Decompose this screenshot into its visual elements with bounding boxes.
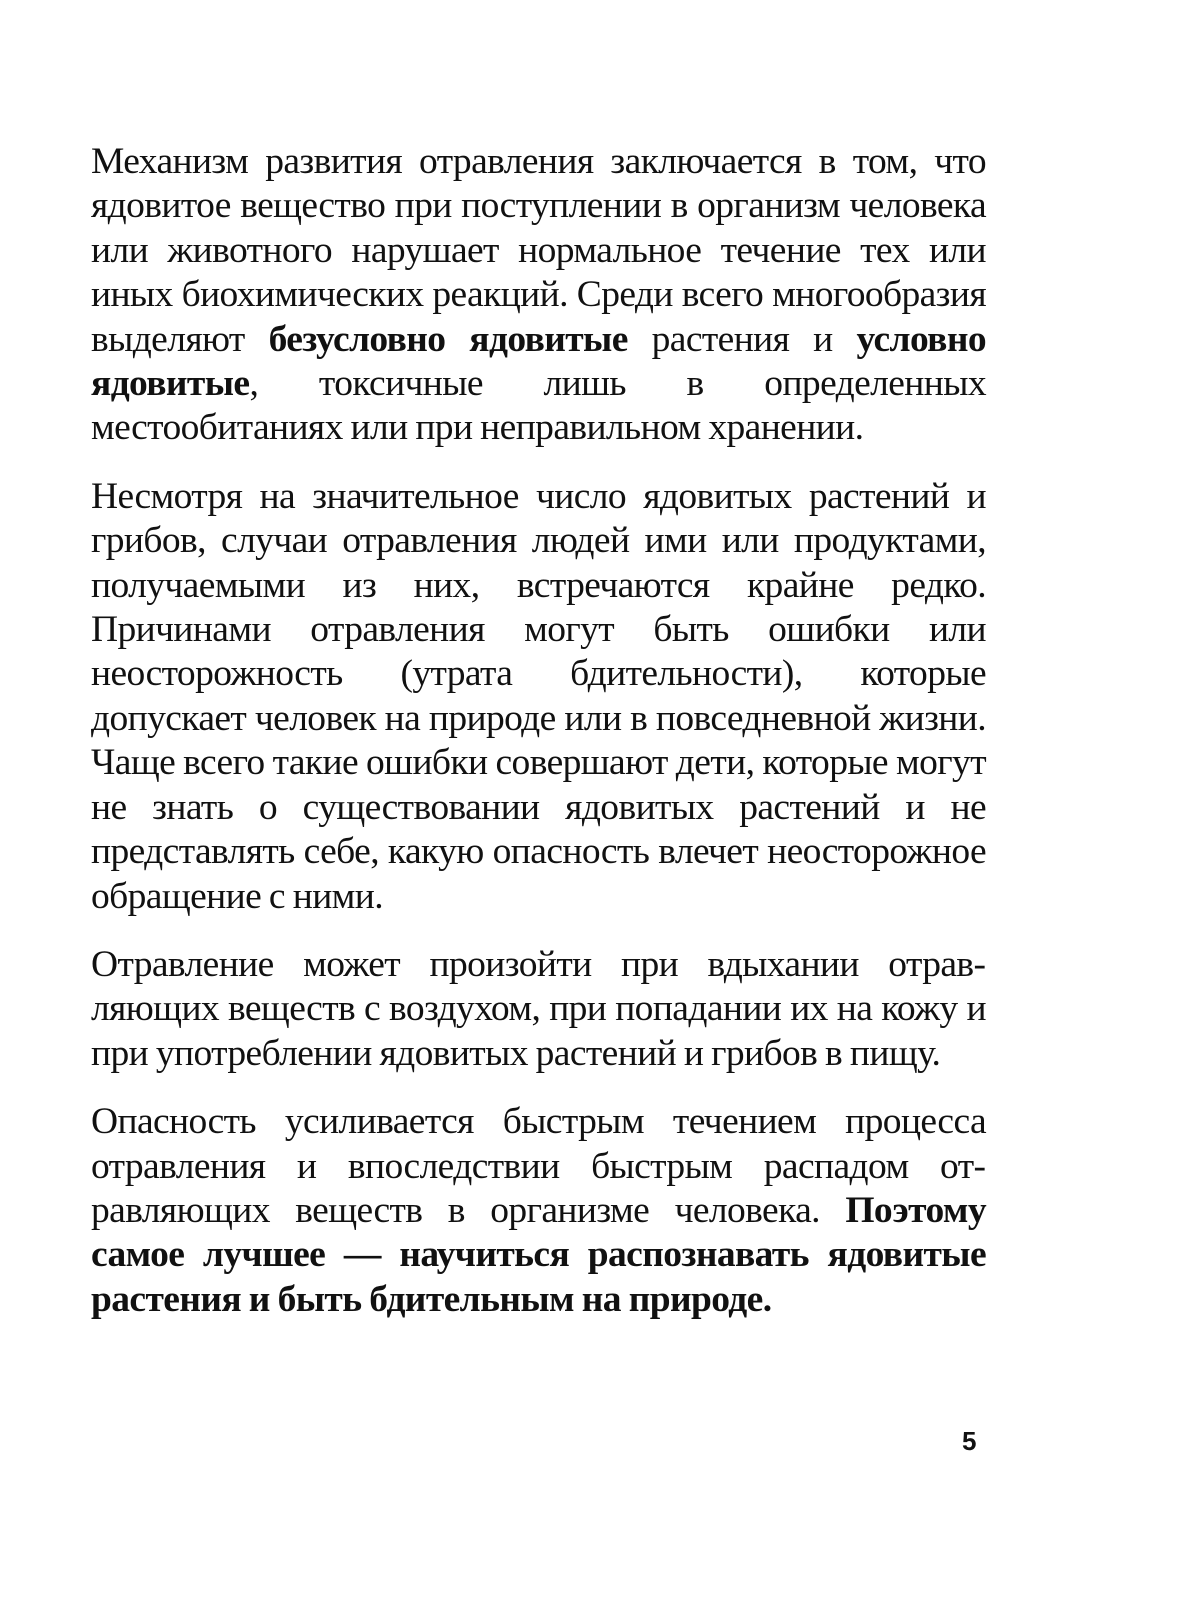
paragraph-2 xyxy=(91,475,986,919)
paragraph-1-bold-term-2: условно ядовитые xyxy=(91,318,986,405)
paragraph-1-text-1: Механизм развития отравления заключается в том, что ядовитое вещество при поступлении в организм человека или животного нарушает нормальное течение тех или иных биохимических реакций. Среди всего многообразия выделяют xyxy=(91,141,986,360)
paragraph-1-bold-term-1: безусловно ядовитые xyxy=(268,318,628,360)
page-body xyxy=(91,140,986,1346)
paragraph-1-text-2: растения и xyxy=(627,318,857,360)
paragraph-3 xyxy=(91,943,986,1076)
paragraph-3-text: Отравление может произойти при вдыхании отравляющих веществ с воздухом, при попадании их на кожу и при употреблении ядовитых растений и грибов в пищу. xyxy=(91,943,986,1074)
paragraph-4-text: Опасность усиливается быстрым течением процесса отравления и впоследствии быстрым распадом отравляющих веществ в организме человека. xyxy=(91,1101,986,1231)
page-number: 5 xyxy=(962,1426,977,1456)
paragraph-1-text-3: , токсичные лишь в определенных местообитаниях или при неправильном хранении. xyxy=(91,363,986,449)
paragraph-4 xyxy=(91,1100,986,1322)
paragraph-4-bold-conclusion: Поэтому самое лучшее — научиться распознавать ядовитые растения и быть бдительным на природе. xyxy=(91,1189,986,1320)
paragraph-2-text: Несмотря на значительное число ядовитых растений и грибов, случаи отравления людей ими или продуктами, получаемыми из них, встречаются крайне редко. Причинами отравления могут быть ошибки или неосторожность (утрата бдительности), которые допускает человек на природе или в повседневной жизни. Чаще всего такие ошибки совершают дети, которые могут не знать о существовании ядовитых растений и не представлять себе, какую опасность влечет неосторожное обращение с ними. xyxy=(91,475,986,917)
paragraph-1 xyxy=(91,140,986,451)
